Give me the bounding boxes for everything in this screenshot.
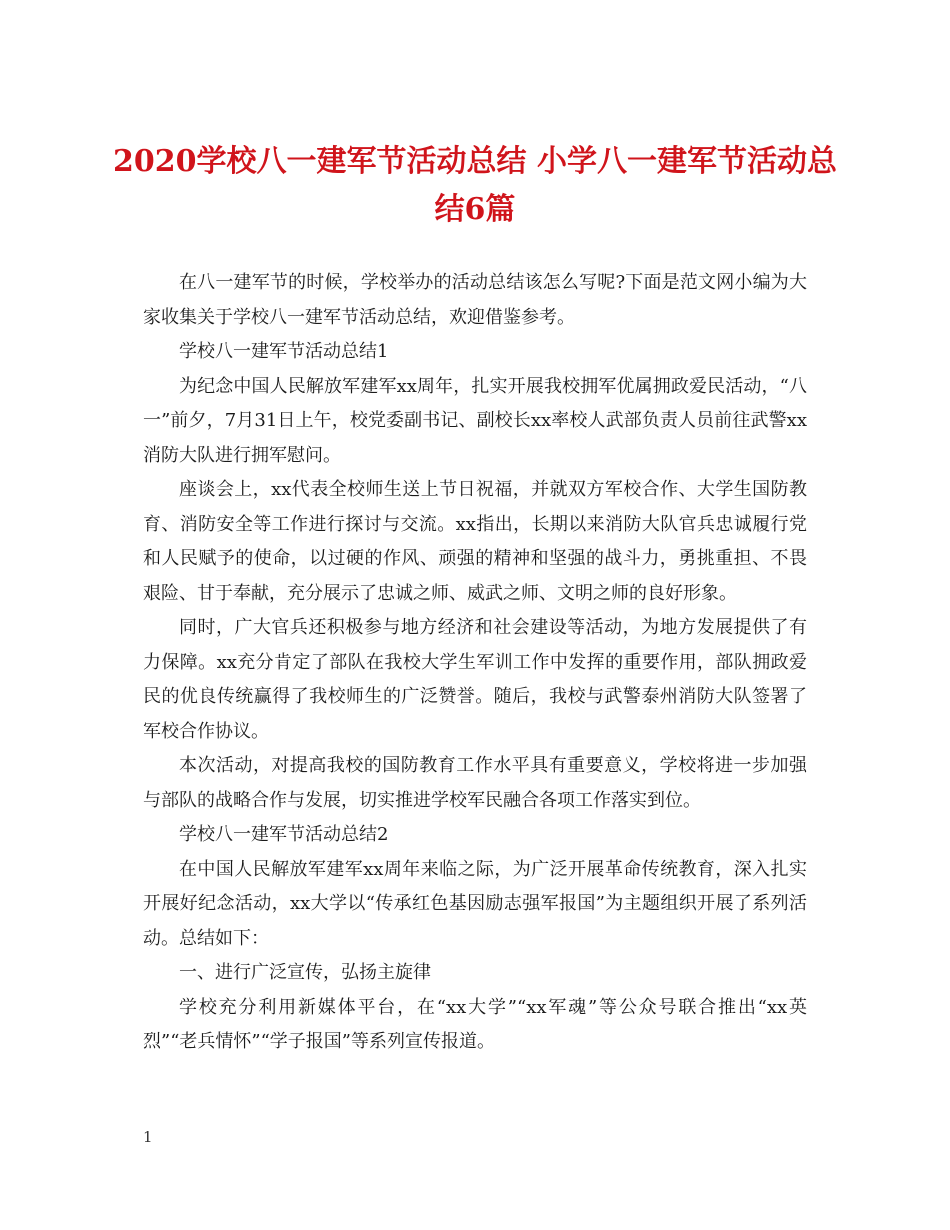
paragraph: 同时，广大官兵还积极参与地方经济和社会建设等活动，为地方发展提供了有力保障。xx充分肯定了部队在我校大学生军训工作中发挥的重要作用，部队拥政爱民的优良传统赢得了我校师生的广泛赞誉。随后，我校与武警泰州消防大队签署了军校合作协议。	[143, 617, 807, 742]
page-number: 1	[143, 1128, 153, 1146]
paragraph: 学校充分利用新媒体平台，在“xx大学”“xx军魂”等公众号联合推出“xx英烈”“老兵情怀”“学子报国”等系列宣传报道。	[143, 996, 807, 1052]
subheading: 一、进行广泛宣传，弘扬主旋律	[179, 962, 431, 983]
paragraph: 在中国人民解放军建军xx周年来临之际，为广泛开展革命传统教育，深入扎实开展好纪念活动，xx大学以“传承红色基因励志强军报国”为主题组织开展了系列活动。总结如下：	[143, 858, 807, 949]
paragraph: 为纪念中国人民解放军建军xx周年，扎实开展我校拥军优属拥政爱民活动，“八一”前夕，7月31日上午，校党委副书记、副校长xx率校人武部负责人员前往武警xx消防大队进行拥军慰问。	[143, 375, 807, 466]
section-heading-2: 学校八一建军节活动总结2	[179, 824, 389, 845]
section-heading-1: 学校八一建军节活动总结1	[179, 341, 389, 362]
paragraph: 本次活动，对提高我校的国防教育工作水平具有重要意义，学校将进一步加强与部队的战略合作与发展，切实推进学校军民融合各项工作落实到位。	[143, 755, 807, 811]
document-body	[143, 266, 807, 1060]
paragraph-intro: 在八一建军节的时候，学校举办的活动总结该怎么写呢?下面是范文网小编为大家收集关于学校八一建军节活动总结，欢迎借鉴参考。	[143, 272, 807, 328]
paragraph: 座谈会上，xx代表全校师生送上节日祝福，并就双方军校合作、大学生国防教育、消防安全等工作进行探讨与交流。xx指出，长期以来消防大队官兵忠诚履行党和人民赋予的使命，以过硬的作风、顽强的精神和坚强的战斗力，勇挑重担、不畏艰险、甘于奉献，充分展示了忠诚之师、威武之师、文明之师的良好形象。	[143, 479, 807, 604]
document-title: 2020学校八一建军节活动总结 小学八一建军节活动总结6篇	[113, 144, 837, 227]
